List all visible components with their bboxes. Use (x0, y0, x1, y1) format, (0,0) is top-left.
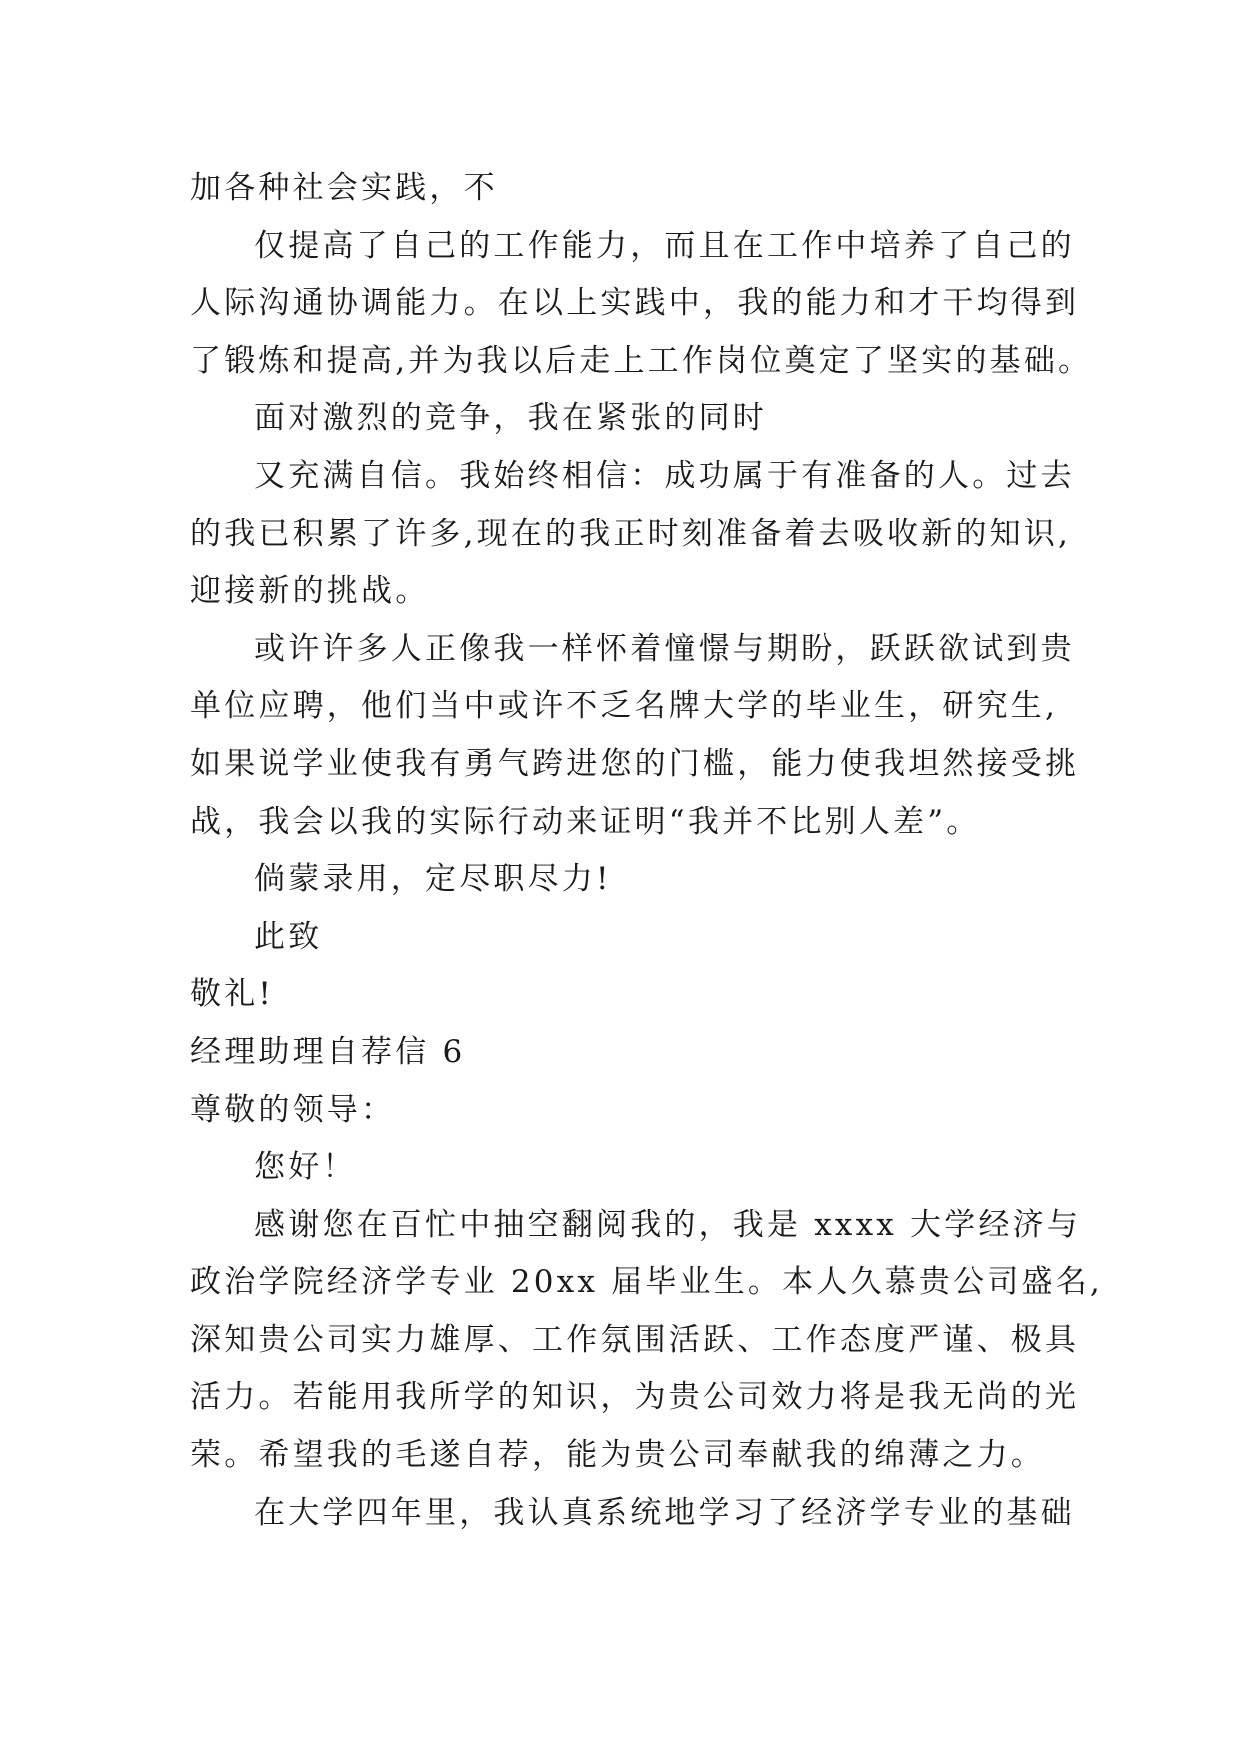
text-line: 敬礼! (190, 976, 275, 1013)
text-line: 仅提高了自己的工作能力，而且在工作中培养了自己的 (254, 227, 1075, 264)
greeting: 您好！ (254, 1149, 357, 1186)
salutation: 尊敬的领导： (190, 1091, 396, 1128)
text-line: 单位应聘，他们当中或许不乏名牌大学的毕业生，研究生, (190, 688, 1059, 725)
text-line: 深知贵公司实力雄厚、工作氛围活跃、工作态度严谨、极具 (190, 1321, 1080, 1358)
text-line: 倘蒙录用，定尽职尽力! (254, 861, 612, 898)
text-line: 人际沟通协调能力。在以上实践中，我的能力和才干均得到 (190, 285, 1080, 322)
text-line: 活力。若能用我所学的知识，为贵公司效力将是我无尚的光 (190, 1379, 1080, 1416)
text-line: 了锻炼和提高,并为我以后走上工作岗位奠定了坚实的基础。 (190, 342, 1093, 379)
text-line: 或许许多人正像我一样怀着憧憬与期盼，跃跃欲试到贵 (254, 630, 1075, 667)
text-line: 迎接新的挑战。 (190, 573, 430, 610)
text-line: 如果说学业使我有勇气跨进您的门槛，能力使我坦然接受挑 (190, 745, 1080, 782)
text-line: 加各种社会实践，不 (190, 170, 498, 206)
text-line: 战，我会以我的实际行动来证明“我并不比别人差”。 (190, 803, 981, 840)
text-line: 在大学四年里，我认真系统地学习了经济学专业的基础 (254, 1494, 1075, 1531)
text-line: 又充满自信。我始终相信：成功属于有准备的人。过去 (254, 457, 1075, 494)
section-title: 经理助理自荐信 6 (190, 1033, 466, 1070)
text-line: 此致 (254, 918, 323, 955)
text-line: 的我已积累了许多,现在的我正时刻准备着去吸收新的知识, (190, 515, 1072, 552)
document-body (190, 160, 1103, 1542)
text-line: 荣。希望我的毛遂自荐，能为贵公司奉献我的绵薄之力。 (190, 1437, 1045, 1474)
text-line: 面对激烈的竞争，我在紧张的同时 (254, 400, 767, 437)
text-line: 感谢您在百忙中抽空翻阅我的，我是 xxxx 大学经济与 (254, 1206, 1082, 1243)
text-line: 政治学院经济学专业 20xx 届毕业生。本人久慕贵公司盛名, (190, 1264, 1103, 1301)
